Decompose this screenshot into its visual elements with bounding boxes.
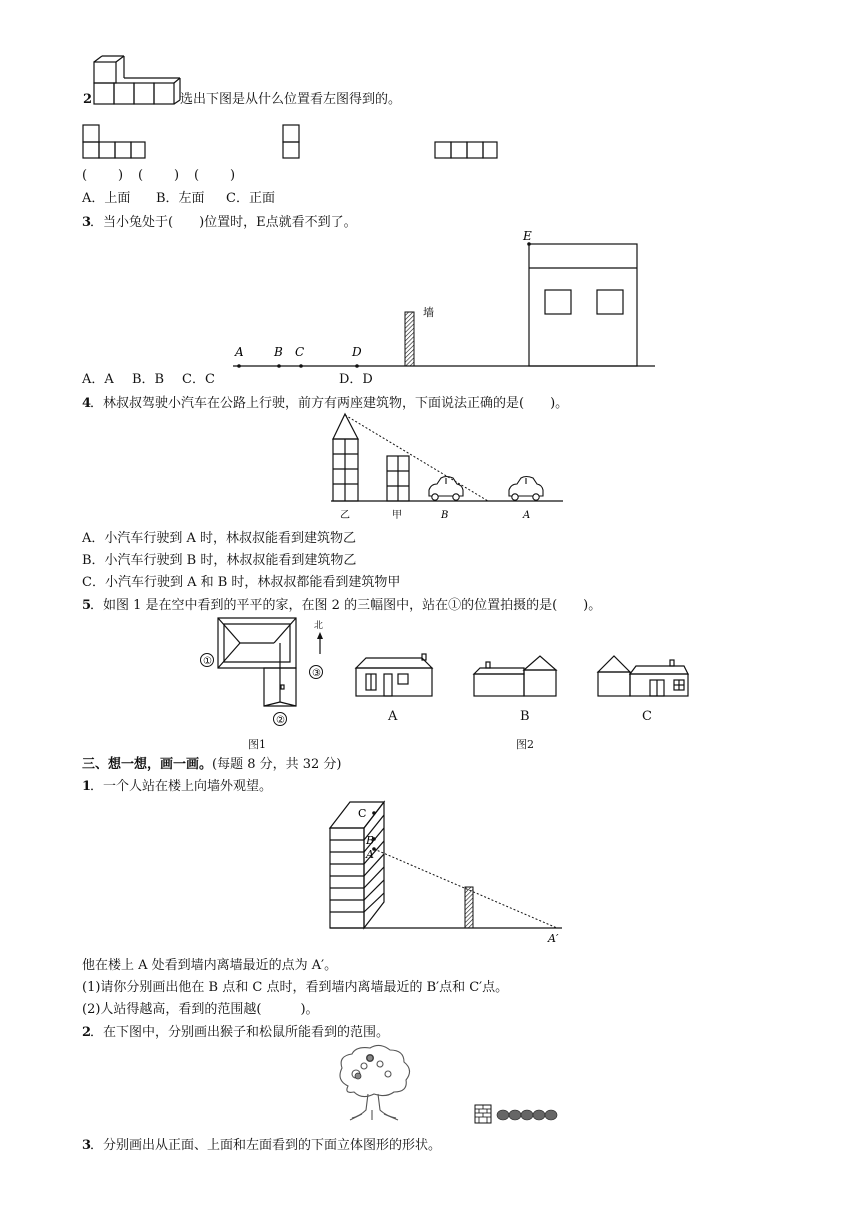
q5-fig1-floorplan: [196, 614, 336, 734]
q2-question: 选出下图是从什么位置看左图得到的。: [180, 92, 402, 107]
q4-label-jia: 甲: [392, 510, 402, 521]
q5-label-a: A: [388, 709, 398, 724]
q4-car-a: [509, 477, 543, 501]
q3-question: ．当小兔处于( )位置时，E点就看不到了。: [90, 215, 357, 230]
q3-label-c: C: [295, 345, 305, 359]
q5-question: ．如图 1 是在空中看到的平平的家，在图 2 的三幅图中，站在①的位置拍摄的是( )。: [90, 598, 602, 613]
s3q2-monkey: [355, 1055, 373, 1079]
s3q1-figure: [322, 798, 572, 946]
q3-option-c: C．C: [182, 372, 215, 387]
q2-answer-paren-3-open: (: [194, 168, 200, 183]
q3-label-b: B: [274, 345, 283, 359]
q3-building: [529, 244, 637, 366]
s3q2-question: ．在下图中，分别画出猴子和松鼠所能看到的范围。: [90, 1025, 390, 1040]
s3q3-question: ．分别画出从正面、上面和左面看到的下面立体图形的形状。: [90, 1138, 442, 1153]
section3-note: (每题 8 分，共 32 分): [212, 757, 342, 772]
q2-answer-paren-3-close: ): [230, 168, 236, 183]
s3q1-line3: (2)人站得越高，看到的范围越( )。: [82, 1002, 319, 1017]
s3q1-label-c: C: [358, 807, 367, 820]
q4-option-c: C．小汽车行驶到 A 和 B 时，林叔叔都能看到建筑物甲: [82, 575, 401, 590]
s3q1-question: ．一个人站在楼上向墙外观望。: [90, 779, 273, 794]
q2-view-3: [434, 141, 500, 159]
q3-label-d: D: [352, 345, 362, 359]
s3q1-line1: 他在楼上 A 处看到墙内离墙最近的点为 A′。: [82, 958, 338, 973]
q4-number: 4: [82, 396, 92, 411]
q4-building-yi: [333, 414, 358, 501]
q2-option-b: B．左面: [156, 191, 205, 206]
q2-answer-paren-1-close: ): [118, 168, 124, 183]
q2-answer-paren-2-open: (: [138, 168, 144, 183]
svg-text:①: ①: [203, 656, 212, 667]
s3q1-tower: [330, 802, 384, 928]
q4-option-b: B．小汽车行驶到 B 时，林叔叔能看到建筑物乙: [82, 553, 357, 568]
s3q1-label-a-prime: A′: [548, 932, 559, 945]
q3-label-a: A: [235, 345, 244, 359]
svg-text:②: ②: [276, 715, 285, 726]
s3q1-wall: [465, 887, 473, 928]
q2-answer-paren-2-close: ): [174, 168, 180, 183]
q4-figure: [325, 412, 565, 524]
q3-option-b: B．B: [132, 372, 165, 387]
s3q2-squirrel-row: [497, 1110, 557, 1120]
q2-number: 2: [83, 92, 93, 107]
s3q1-line2: (1)请你分别画出他在 B 点和 C 点时，看到墙内离墙最近的 B′点和 C′点。: [82, 980, 509, 995]
s3q2-wall-squirrels: [474, 1104, 558, 1124]
q4-label-b: B: [441, 510, 449, 521]
q4-label-yi: 乙: [340, 510, 350, 521]
q2-option-c: C．正面: [226, 191, 275, 206]
q2-view-2: [282, 124, 302, 160]
q4-question: ．林叔叔驾驶小汽车在公路上行驶，前方有两座建筑物，下面说法正确的是( )。: [90, 396, 569, 411]
q5-label-north: 北: [314, 621, 324, 631]
section3-heading: [82, 757, 342, 773]
section3-title: 三、想一想，画一画。: [82, 757, 213, 772]
q2-answer-paren-1-open: (: [82, 168, 88, 183]
q5-house-a: [352, 652, 442, 700]
s3q1-label-a: A: [366, 848, 374, 861]
q2-view-1: [82, 124, 148, 160]
q3-option-d: D．D: [339, 372, 373, 387]
q2-solid-figure: [82, 60, 182, 108]
s3q1-label-b: B: [366, 834, 375, 847]
s3q3-number: 3: [82, 1138, 92, 1153]
q3-figure: [225, 228, 665, 373]
q3-number: 3: [82, 215, 92, 230]
q3-label-wall: 墙: [423, 306, 434, 319]
q5-label-b: B: [520, 709, 530, 724]
q3-wall: [405, 312, 414, 366]
q5-fig1-caption: 图1: [248, 738, 266, 751]
q5-label-c: C: [642, 709, 652, 724]
q2-option-a: A．上面: [82, 191, 131, 206]
q5-number: 5: [82, 598, 92, 613]
q4-label-a: A: [523, 510, 531, 521]
q4-sight-line: [345, 415, 488, 501]
q5-house-c: [594, 652, 694, 700]
s3q2-number: 2: [82, 1025, 92, 1040]
s3q2-tree-monkey: [334, 1044, 414, 1124]
q4-option-a: A．小汽车行驶到 A 时，林叔叔能看到建筑物乙: [82, 531, 357, 546]
q4-car-b: [429, 477, 463, 501]
s3q1-number: 1: [82, 779, 92, 794]
q4-building-jia: [387, 456, 409, 501]
svg-text:③: ③: [312, 668, 321, 679]
q3-option-a: A．A: [82, 372, 114, 387]
q5-fig2-caption: 图2: [516, 738, 534, 751]
q5-house-b: [470, 654, 562, 700]
q3-label-e: E: [523, 229, 532, 243]
